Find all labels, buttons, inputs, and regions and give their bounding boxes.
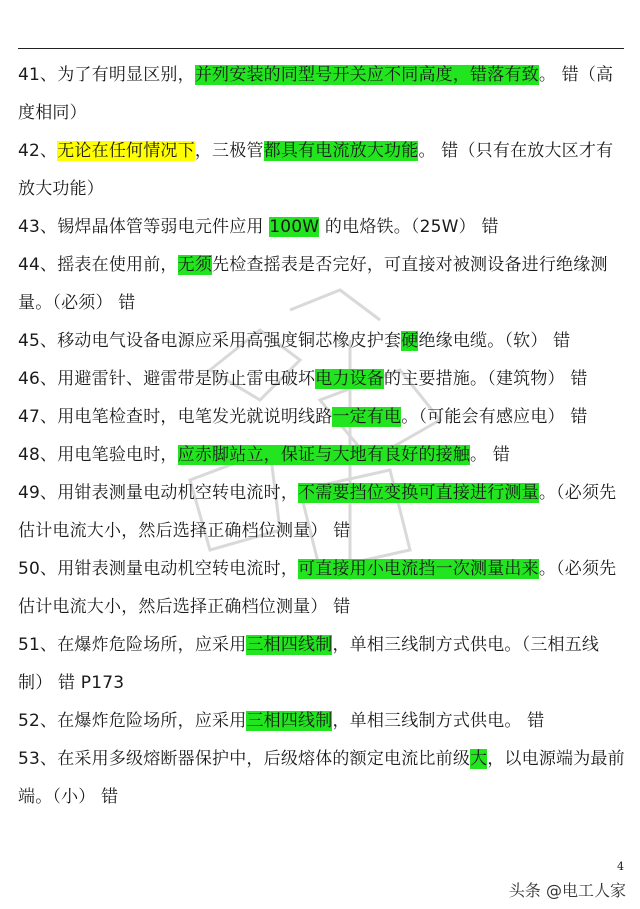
- question-item: [18, 132, 626, 208]
- question-text: ，三极管: [194, 141, 264, 161]
- question-text: 绝缘电缆。（软） 错: [418, 331, 571, 351]
- footer-brand: 头条 @电工人家: [508, 881, 626, 900]
- question-item: [18, 550, 626, 626]
- question-text: 47、用电笔检查时，电笔发光就说明线路: [18, 407, 333, 427]
- question-item: [18, 398, 626, 436]
- highlighted-text: 电力设备: [315, 369, 385, 389]
- question-text: 50、用钳表测量电动机空转电流时，: [18, 559, 299, 579]
- question-list: [18, 56, 626, 816]
- question-item: [18, 360, 626, 398]
- highlighted-text: 100W: [269, 217, 320, 237]
- question-text: 。 错（高度相同）: [18, 65, 614, 123]
- highlighted-text: 一定有电: [332, 407, 402, 427]
- question-item: [18, 474, 626, 550]
- question-item: [18, 208, 626, 246]
- highlighted-text: 不需要挡位变换可直接进行测量: [298, 483, 539, 503]
- question-text: 的主要措施。（建筑物） 错: [384, 369, 588, 389]
- question-text: 46、用避雷针、避雷带是防止雷电破坏: [18, 369, 316, 389]
- highlighted-text: 无须: [177, 255, 213, 275]
- question-item: [18, 436, 626, 474]
- question-text: 45、移动电气设备电源应采用高强度铜芯橡皮护套: [18, 331, 402, 351]
- question-text: 。（必须先估计电流大小，然后选择正确档位测量） 错: [18, 559, 617, 617]
- question-text: 。 错（只有在放大区才有放大功能）: [18, 141, 614, 199]
- highlighted-text: 大: [470, 749, 488, 769]
- question-text: 51、在爆炸危险场所，应采用: [18, 635, 247, 655]
- highlighted-text: 三相四线制: [246, 635, 333, 655]
- highlighted-text: 并列安装的同型号开关应不同高度，错落有致: [194, 65, 539, 85]
- question-text: 的电烙铁。（25W） 错: [319, 217, 499, 237]
- highlighted-text: 可直接用小电流挡一次测量出来: [298, 559, 539, 579]
- question-text: ，单相三线制方式供电。 错: [332, 711, 545, 731]
- question-text: 41、为了有明显区别，: [18, 65, 195, 85]
- question-text: 53、在采用多级熔断器保护中，后级熔体的额定电流比前级: [18, 749, 471, 769]
- question-text: 48、用电笔验电时，: [18, 445, 178, 465]
- question-item: [18, 322, 626, 360]
- highlighted-text: 应赤脚站立，保证与大地有良好的接触: [177, 445, 471, 465]
- question-item: [18, 702, 626, 740]
- question-item: [18, 246, 626, 322]
- question-text: ，以电源端为最前端。（小） 错: [18, 749, 625, 807]
- question-text: 49、用钳表测量电动机空转电流时，: [18, 483, 299, 503]
- highlighted-text: 三相四线制: [246, 711, 333, 731]
- question-item: [18, 626, 626, 702]
- question-text: 先检查摇表是否完好，可直接对被测设备进行绝缘测量。（必须） 错: [18, 255, 608, 313]
- highlighted-text: 硬: [401, 331, 419, 351]
- question-text: 44、摇表在使用前，: [18, 255, 178, 275]
- question-item: [18, 740, 626, 816]
- question-text: 42、: [18, 141, 58, 161]
- highlighted-text: 无论在任何情况下: [57, 141, 195, 161]
- highlighted-text: 都具有电流放大功能: [263, 141, 419, 161]
- question-text: ，单相三线制方式供电。（三相五线制） 错 P173: [18, 635, 600, 693]
- question-text: 。（可能会有感应电） 错: [401, 407, 588, 427]
- question-text: 。（必须先估计电流大小，然后选择正确档位测量） 错: [18, 483, 617, 541]
- question-text: 。 错: [470, 445, 511, 465]
- question-text: 43、锡焊晶体管等弱电元件应用: [18, 217, 270, 237]
- page-number: 4: [617, 860, 624, 873]
- question-item: [18, 56, 626, 132]
- top-rule: [18, 48, 624, 49]
- question-text: 52、在爆炸危险场所，应采用: [18, 711, 247, 731]
